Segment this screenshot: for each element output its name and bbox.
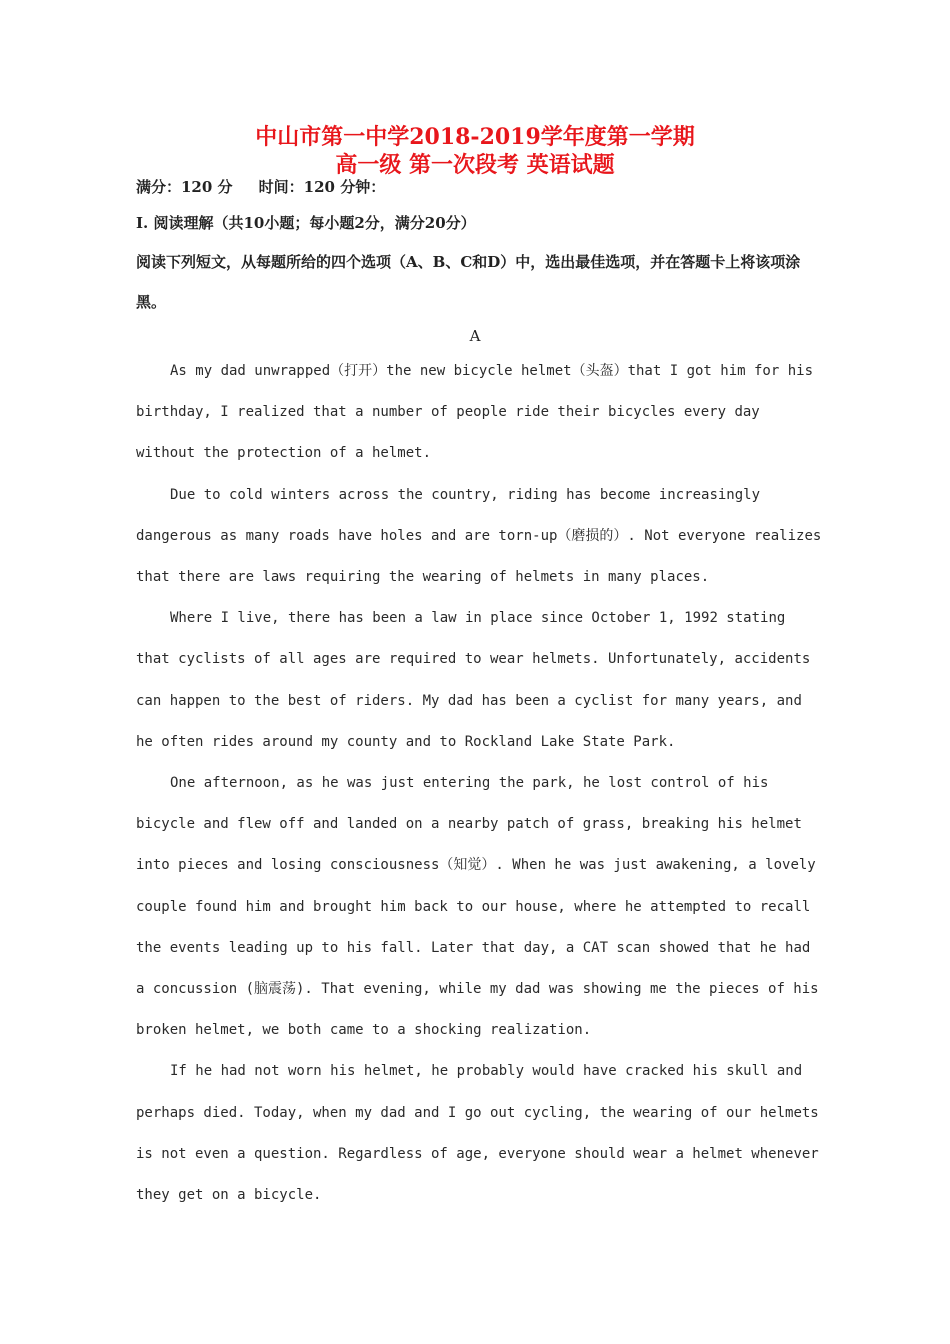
passage-paragraph-5: If he had not worn his helmet, he probably would have cracked his skull and perhaps died. Today, when my dad and I go out cycling, the wearing of our helmets is not even a question. Regardless of age, everyone should wear a helmet whenever they get on a bicycle. — [136, 1063, 819, 1204]
passage-body — [136, 351, 826, 1216]
exam-title-line2: 高一级 第一次段考 英语试题 — [335, 152, 615, 178]
score-label: 满分：120 分 — [136, 178, 233, 196]
passage-paragraph-1: As my dad unwrapped（打开）the new bicycle helmet（头盔）that I got him for his birthday, I realized that a number of people ride their bicycles every day without the protection of a helmet. — [136, 363, 814, 462]
passage-paragraph-2: Due to cold winters across the country, riding has become increasingly dangerous as many roads have holes and are torn-up（磨损的）. Not everyone realizes that there are laws requiring the wearing of helmets in many places. — [136, 486, 822, 586]
passage-label: A — [469, 327, 481, 345]
time-label: 时间：120 分钟： — [258, 178, 386, 196]
section-heading: I. 阅读理解（共10小题；每小题2分，满分20分） — [136, 214, 476, 232]
passage-paragraph-3: Where I live, there has been a law in place since October 1, 1992 stating that cyclists of all ages are required to wear helmets. Unfortunately, accidents can happen to the best of riders. My dad has been a cyclist for many years, and he often rides around my county and to Rockland Lake State Park. — [136, 610, 811, 750]
section-instructions: 阅读下列短文，从每题所给的四个选项（A、B、C和D）中，选出最佳选项，并在答题卡上将该项涂黑。 — [136, 253, 801, 311]
exam-meta — [136, 176, 385, 198]
passage-paragraph-4: One afternoon, as he was just entering the park, he lost control of his bicycle and flew off and landed on a nearby patch of grass, breaking his helmet into pieces and losing consciousness（知觉）. When he was just awakening, a lovely couple found him and brought him back to our house, where he attempted to recall the events leading up to his fall. Later that day, a CAT scan showed that he had a concussion (脑震荡). That evening, while my dad was showing me the pieces of his broken helmet, we both came to a shocking realization. — [136, 775, 819, 1039]
exam-title-line1: 中山市第一中学2018-2019学年度第一学期 — [255, 124, 695, 150]
